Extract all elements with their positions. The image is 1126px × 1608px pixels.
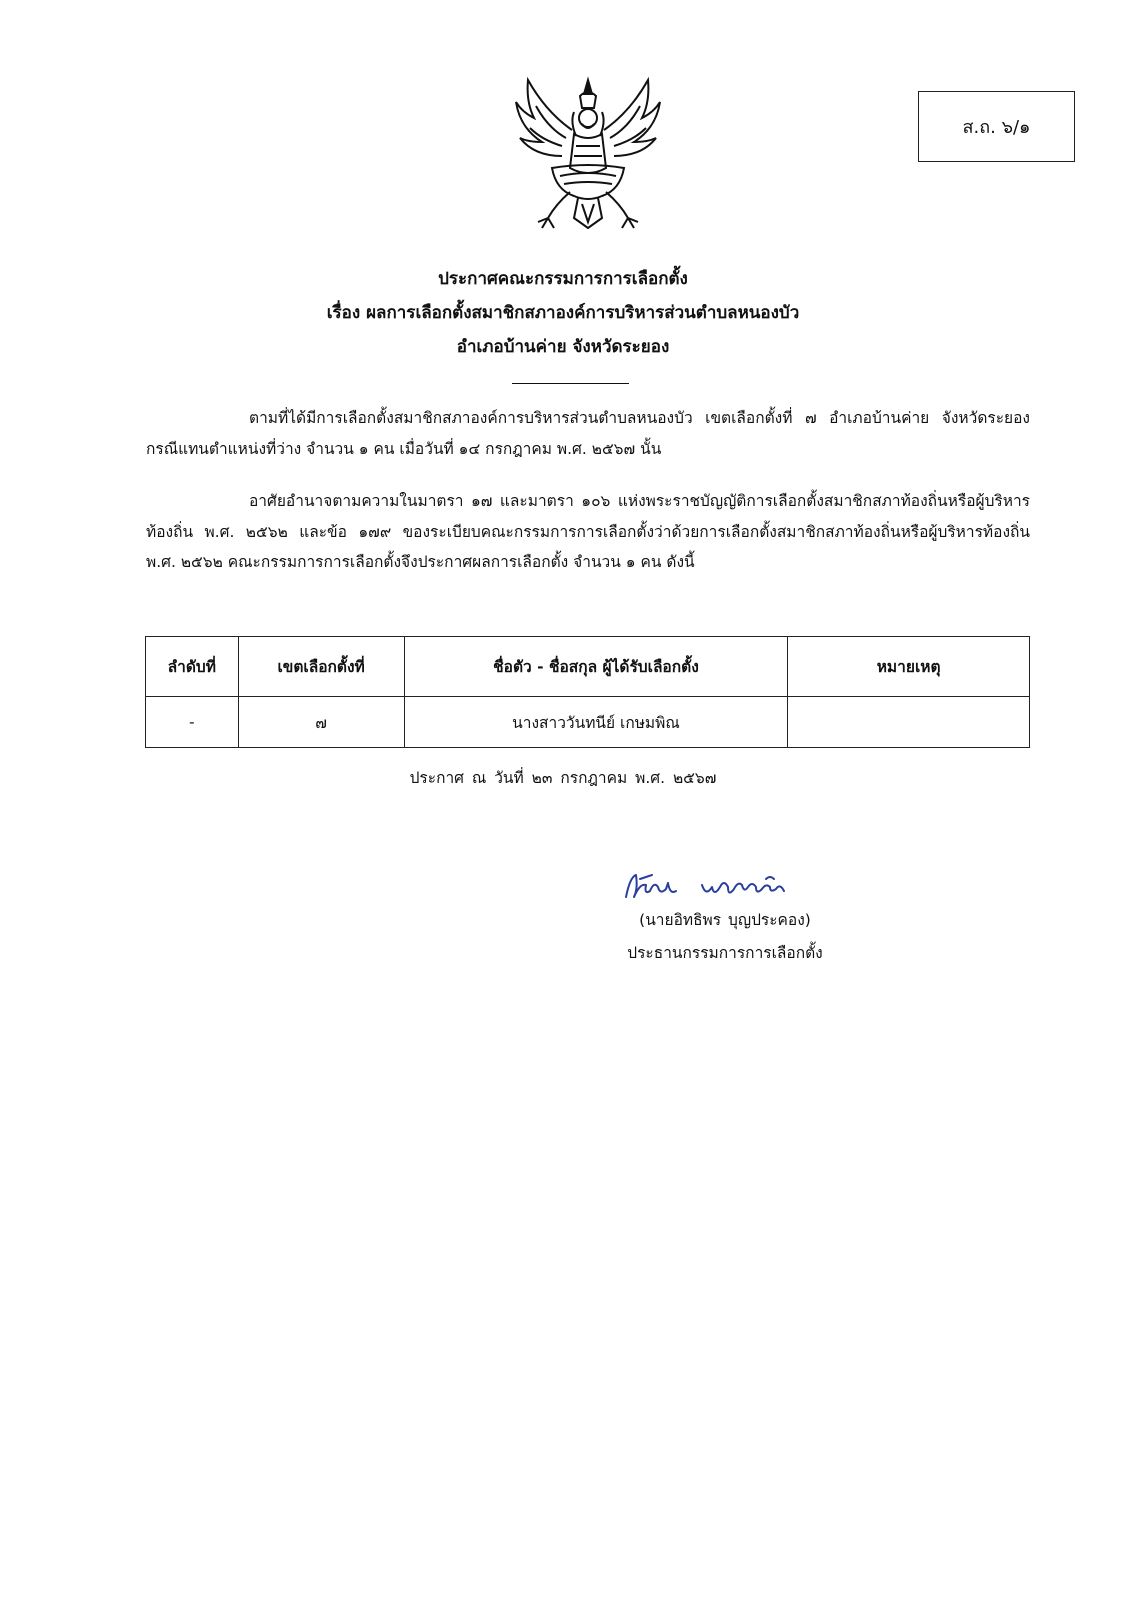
- title-line-3: อำเภอบ้านค่าย จังหวัดระยอง: [456, 337, 670, 357]
- header-district: เขตเลือกตั้งที่: [238, 637, 404, 697]
- form-code-box: [918, 91, 1075, 162]
- body-paragraph-2: อาศัยอำนาจตามความในมาตรา ๑๗ และมาตรา ๑๐๖ แห่งพระราชบัญญัติการเลือกตั้งสมาชิกสภาท้องถิ่นหรือผู้บริหารท้องถิ่น พ.ศ. ๒๕๖๒ และข้อ ๑๗๙ ของระเบียบคณะกรรมการการเลือกตั้งว่าด้วยการเลือกตั้งสมาชิกสภาท้องถิ่นหรือผู้บริหารท้องถิ่น พ.ศ. ๒๕๖๒ คณะกรรมการการเลือกตั้งจึงประกาศผลการเลือกตั้ง จำนวน ๑ คน ดังนี้: [146, 492, 1030, 571]
- signer-position: ประธานกรรมการการเลือกตั้ง: [627, 944, 823, 962]
- body-paragraph-1: ตามที่ได้มีการเลือกตั้งสมาชิกสภาองค์การบริหารส่วนตำบลหนองบัว เขตเลือกตั้งที่ ๗ อำเภอบ้านค่าย จังหวัดระยอง กรณีแทนตำแหน่งที่ว่าง จำนวน ๑ คน เมื่อวันที่ ๑๔ กรกฎาคม พ.ศ. ๒๕๖๗ นั้น: [146, 409, 1030, 458]
- form-code-text: ส.ถ. ๖/๑: [962, 117, 1031, 138]
- header-elected-name: ชื่อตัว - ชื่อสกุล ผู้ได้รับเลือกตั้ง: [404, 637, 788, 697]
- cell-order: -: [146, 697, 239, 748]
- announcement-date: ประกาศ ณ วันที่ ๒๓ กรกฎาคม พ.ศ. ๒๕๖๗: [409, 769, 717, 787]
- table-header-row: [146, 637, 1030, 697]
- announcement-title: [0, 262, 1126, 364]
- signer-name: (นายอิทธิพร บุญประคอง): [639, 911, 811, 929]
- table-row: [146, 697, 1030, 748]
- title-line-2: เรื่อง ผลการเลือกตั้งสมาชิกสภาองค์การบริหารส่วนตำบลหนองบัว: [326, 303, 800, 323]
- cell-remarks: [788, 697, 1030, 748]
- garuda-emblem-icon: [512, 72, 664, 232]
- title-divider: [512, 383, 629, 384]
- header-remarks: หมายเหตุ: [788, 637, 1030, 697]
- handwritten-signature: [620, 869, 800, 903]
- cell-elected-name: นางสาววันทนีย์ เกษมพิณ: [404, 697, 788, 748]
- cell-district: ๗: [238, 697, 404, 748]
- title-line-1: ประกาศคณะกรรมการการเลือกตั้ง: [438, 269, 688, 289]
- results-table: [145, 636, 1030, 748]
- header-order: ลำดับที่: [146, 637, 239, 697]
